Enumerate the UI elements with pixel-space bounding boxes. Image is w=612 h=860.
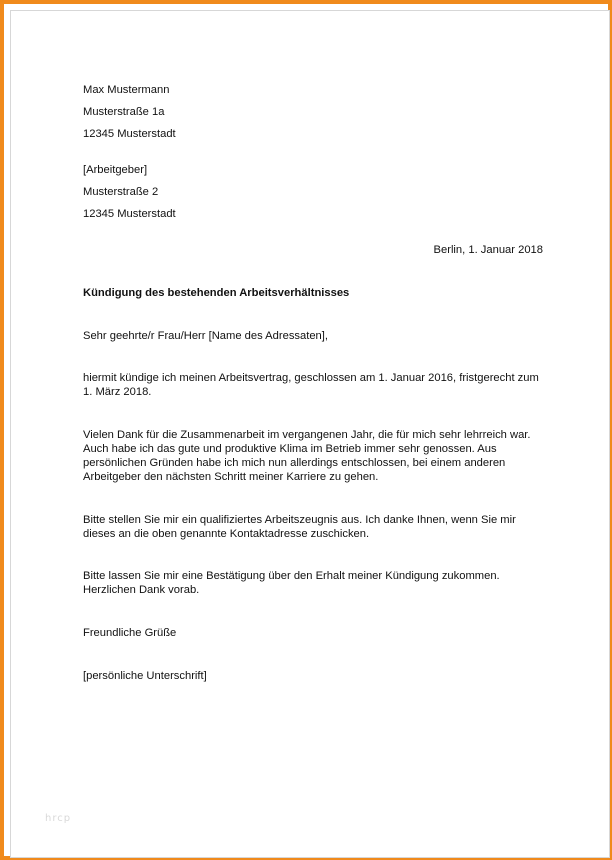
- paragraph-line: Herzlichen Dank vorab.: [83, 584, 200, 596]
- paragraph-line: persönlichen Gründen habe ich mich nun allerdings entschlossen, bei einem anderen: [83, 457, 506, 469]
- salutation: Sehr geehrte/r Frau/Herr [Name des Adressaten],: [83, 330, 328, 342]
- letter-body: [83, 83, 543, 683]
- recipient-address: [83, 163, 543, 221]
- paragraph-confirmation: [83, 569, 543, 597]
- sender-street: Musterstraße 1a: [83, 106, 165, 118]
- recipient-city: 12345 Musterstadt: [83, 208, 176, 220]
- recipient-street: Musterstraße 2: [83, 186, 159, 198]
- sender-name: Max Mustermann: [83, 84, 170, 96]
- paragraph-reference: [83, 513, 543, 541]
- paragraph-line: Bitte stellen Sie mir ein qualifiziertes Arbeitszeugnis aus. Ich danke Ihnen, wenn Sie mir: [83, 514, 516, 526]
- paragraph-line: hiermit kündige ich meinen Arbeitsvertrag, geschlossen am 1. Januar 2016, fristgerecht zum: [83, 372, 539, 384]
- paragraph-thanks: [83, 428, 543, 484]
- recipient-name: [Arbeitgeber]: [83, 164, 148, 176]
- signature-placeholder: [persönliche Unterschrift]: [83, 670, 207, 682]
- paragraph-line: Auch habe ich das gute und produktive Klima im Betrieb immer sehr genossen. Aus: [83, 443, 497, 455]
- paragraph-line: 1. März 2018.: [83, 386, 152, 398]
- paragraph-line: dieses an die oben genannte Kontaktadresse zuschicken.: [83, 528, 370, 540]
- paragraph-termination: [83, 371, 543, 399]
- letter-subject: Kündigung des bestehenden Arbeitsverhältnisses: [83, 287, 350, 299]
- paragraph-line: Bitte lassen Sie mir eine Bestätigung über den Erhalt meiner Kündigung zukommen.: [83, 570, 500, 582]
- paragraph-line: Vielen Dank für die Zusammenarbeit im vergangenen Jahr, die für mich sehr lehrreich war.: [83, 429, 531, 441]
- paragraph-line: Arbeitgeber den nächsten Schritt meiner Karriere zu gehen.: [83, 471, 379, 483]
- sender-address: [83, 83, 543, 141]
- watermark-logo: hrcp: [45, 813, 72, 824]
- sender-city: 12345 Musterstadt: [83, 128, 176, 140]
- letter-page: [10, 10, 610, 858]
- date-line: Berlin, 1. Januar 2018: [433, 244, 543, 256]
- closing-phrase: Freundliche Grüße: [83, 627, 177, 639]
